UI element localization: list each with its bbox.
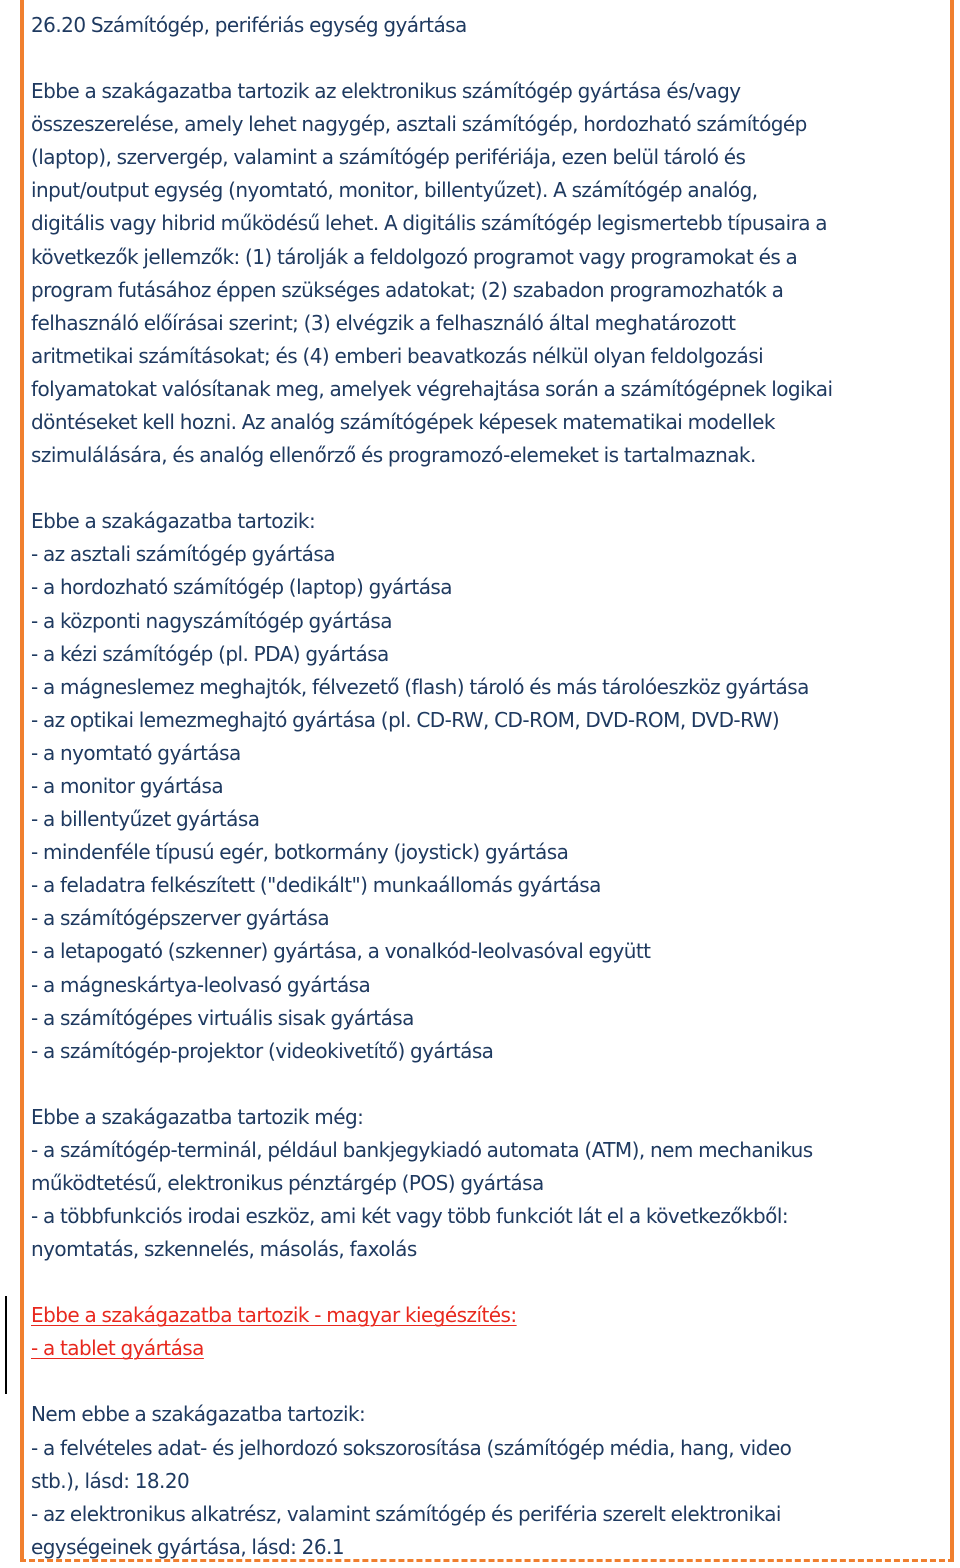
includes-title: Ebbe a szakágazatba tartozik: (31, 509, 316, 534)
also-includes-line: - a többfunkciós irodai eszköz, ami két vagy több funkciót lát el a következőkből: (31, 1204, 789, 1229)
description-line: digitális vagy hibrid működésű lehet. A digitális számítógép legismertebb típusaira a (31, 211, 828, 236)
list-item: - az optikai lemezmeghajtó gyártása (pl. CD-RW, CD-ROM, DVD-ROM, DVD-RW) (31, 707, 780, 732)
list-item: - a nyomtató gyártása (31, 740, 241, 765)
list-item: - az asztali számítógép gyártása (31, 542, 335, 567)
description-line: (laptop), szervergép, valamint a számítógép perifériája, ezen belül tároló és (31, 145, 746, 170)
list-item: - a letapogató (szkenner) gyártása, a vonalkód-leolvasóval együtt (31, 939, 651, 964)
list-item: - a számítógépes virtuális sisak gyártása (31, 1005, 414, 1030)
spacer (31, 42, 949, 75)
description-line: döntéseket kell hozni. Az analóg számítógépek képesek matematikai modellek (31, 410, 775, 435)
excludes-title: Nem ebbe a szakágazatba tartozik: (31, 1402, 366, 1427)
list-item: - a hordozható számítógép (laptop) gyártása (31, 575, 452, 600)
revision-bar (5, 1296, 7, 1394)
list-item: - a számítógépszerver gyártása (31, 906, 330, 931)
list-item: - a feladatra felkészített ("dedikált") munkaállomás gyártása (31, 873, 601, 898)
spacer (31, 1365, 949, 1398)
excludes-line: egységeinek gyártása, lásd: 26.1 (31, 1534, 344, 1559)
document-content (31, 9, 949, 1564)
hungarian-supplement-title: Ebbe a szakágazatba tartozik - magyar kiegészítés: (31, 1303, 517, 1328)
description-line: input/output egység (nyomtató, monitor, billentyűzet). A számítógép analóg, (31, 178, 758, 203)
also-includes-line: - a számítógép-terminál, például bankjegykiadó automata (ATM), nem mechanikus (31, 1137, 813, 1162)
excludes-line: stb.), lásd: 18.20 (31, 1468, 190, 1493)
list-item: - a billentyűzet gyártása (31, 807, 260, 832)
also-includes-line: működtetésű, elektronikus pénztárgép (POS) gyártása (31, 1171, 544, 1195)
list-item: - a mágneskártya-leolvasó gyártása (31, 972, 371, 997)
description-line: következők jellemzők: (1) tárolják a feldolgozó programot vagy programokat és a (31, 244, 798, 269)
description-line: aritmetikai számításokat; és (4) emberi beavatkozás nélkül olyan feldolgozási (31, 343, 764, 368)
description-line: folyamatokat valósítanak meg, amelyek végrehajtása során a számítógépnek logikai (31, 376, 833, 401)
spacer (31, 1266, 949, 1299)
description-line: összeszerelése, amely lehet nagygép, asztali számítógép, hordozható számítógép (31, 112, 807, 137)
description-line: Ebbe a szakágazatba tartozik az elektronikus számítógép gyártása és/vagy (31, 79, 741, 104)
also-includes-title: Ebbe a szakágazatba tartozik még: (31, 1104, 364, 1129)
excludes-line: - az elektronikus alkatrész, valamint számítógép és periféria szerelt elektronikai (31, 1501, 781, 1526)
also-includes-line: nyomtatás, szkennelés, másolás, faxolás (31, 1237, 417, 1262)
list-item: - a központi nagyszámítógép gyártása (31, 608, 392, 633)
list-item: - a monitor gyártása (31, 773, 224, 798)
description-line: program futásához éppen szükséges adatokat; (2) szabadon programozhatók a (31, 277, 784, 302)
description-line: felhasználó előírásai szerint; (3) elvégzik a felhasználó által meghatározott (31, 310, 736, 335)
excludes-line: - a felvételes adat- és jelhordozó sokszorosítása (számítógép média, hang, video (31, 1435, 792, 1460)
list-item: - mindenféle típusú egér, botkormány (joystick) gyártása (31, 840, 569, 865)
section-heading: 26.20 Számítógép, perifériás egység gyártása (31, 13, 467, 37)
list-item: - a kézi számítógép (pl. PDA) gyártása (31, 641, 389, 666)
description-paragraph (31, 75, 949, 472)
list-item: - a mágneslemez meghajtók, félvezető (flash) tároló és más tárolóeszköz gyártása (31, 674, 809, 699)
includes-list (31, 538, 949, 1068)
spacer (31, 1068, 949, 1101)
hungarian-supplement-item: - a tablet gyártása (31, 1336, 204, 1361)
list-item: - a számítógép-projektor (videokivetítő) gyártása (31, 1038, 494, 1063)
description-line: szimulálására, és analóg ellenőrző és programozó-elemeket is tartalmaznak. (31, 443, 756, 468)
spacer (31, 472, 949, 505)
